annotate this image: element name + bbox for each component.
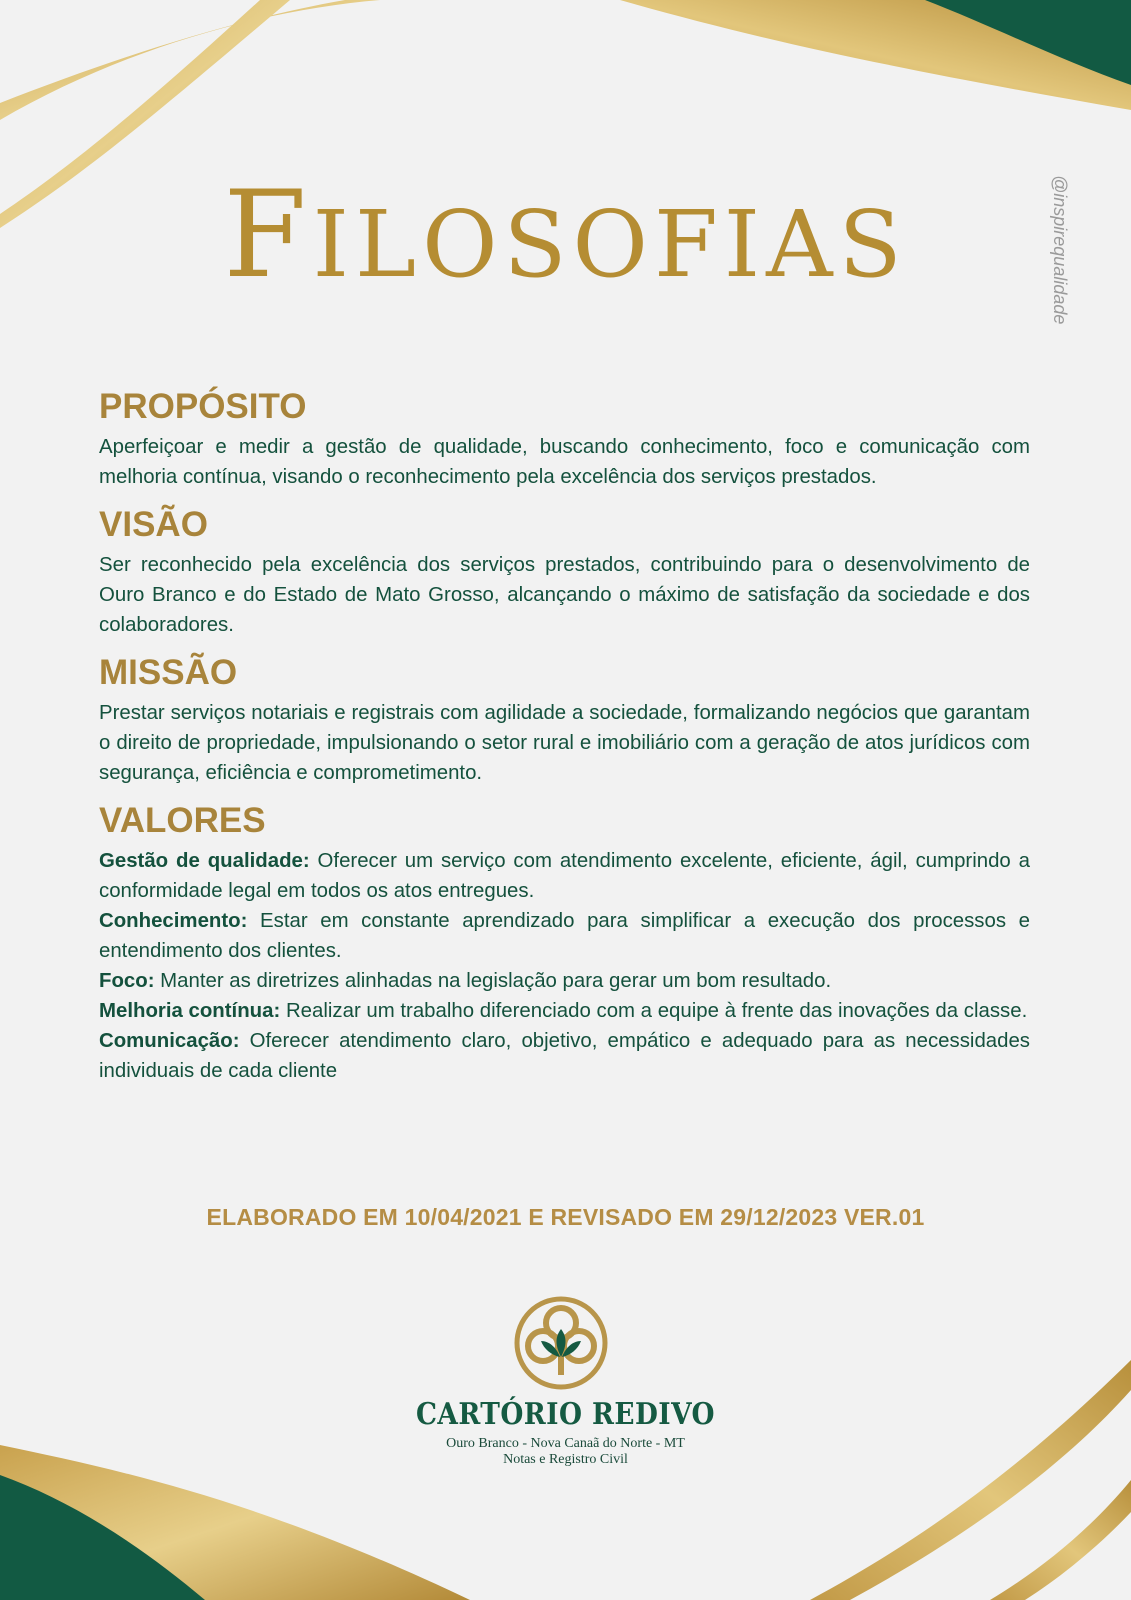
values-list [99, 846, 1030, 1086]
value-item [99, 1026, 1030, 1086]
brand-name: CARTÓRIO REDIVO [415, 1397, 716, 1432]
section-title: VISÃO [99, 505, 208, 544]
instagram-handle: @inspirequalidade [1050, 175, 1070, 325]
section-text: Prestar serviços notariais e registrais com agilidade a sociedade, formalizando negócios que garantam o direito de propriedade, impulsionando o setor rural e imobiliário com a geração de atos jurídicos com segurança, eficiência e comprometimento. [99, 702, 1030, 784]
trefoil-leaf-logo-icon [511, 1293, 611, 1393]
section-title: MISSÃO [99, 653, 238, 692]
value-item [99, 906, 1030, 966]
value-text: Oferecer um serviço com atendimento excelente, eficiente, ágil, cumprindo a conformidade legal em todos os atos entregues. [99, 850, 1030, 902]
section-text: Aperfeiçoar e medir a gestão de qualidade, buscando conhecimento, foco e comunicação com melhoria contínua, visando o reconhecimento pela excelência dos serviços prestados. [99, 436, 1030, 488]
value-term: Comunicação: [99, 1030, 240, 1052]
brand-location: Ouro Branco - Nova Canaã do Norte - MT [446, 1436, 685, 1451]
content [99, 386, 1030, 1086]
value-term: Conhecimento: [99, 910, 248, 932]
section-title: PROPÓSITO [99, 387, 307, 426]
section-proposito [99, 386, 1030, 492]
section-missao [99, 652, 1030, 788]
value-text: Realizar um trabalho diferenciado com a equipe à frente das inovações da classe. [285, 1000, 1028, 1022]
value-term: Foco: [99, 970, 155, 992]
value-text: Manter as diretrizes alinhadas na legislação para gerar um bom resultado. [160, 970, 832, 992]
revision-note: ELABORADO EM 10/04/2021 E REVISADO EM 29/12/2023 VER.01 [206, 1204, 925, 1230]
value-item [99, 846, 1030, 906]
section-valores [99, 800, 1030, 1086]
value-text: Oferecer atendimento claro, objetivo, empático e adequado para as necessidades individuais de cada cliente [99, 1030, 1031, 1082]
section-text: Ser reconhecido pela excelência dos serviços prestados, contribuindo para o desenvolvimento de Ouro Branco e do Estado de Mato Grosso, alcançando o máximo de satisfação da sociedade e dos colaboradores. [99, 554, 1030, 636]
section-visao [99, 504, 1030, 640]
value-item [99, 996, 1030, 1026]
value-text: Estar em constante aprendizado para simplificar a execução dos processos e entendimento dos clientes. [99, 910, 1030, 962]
value-term: Gestão de qualidade: [99, 850, 310, 872]
section-title: VALORES [99, 801, 266, 840]
value-term: Melhoria contínua: [99, 1000, 281, 1022]
brand-service: Notas e Registro Civil [503, 1452, 628, 1467]
page-title: FILOSOFIAS [223, 166, 908, 305]
value-item [99, 966, 1030, 996]
